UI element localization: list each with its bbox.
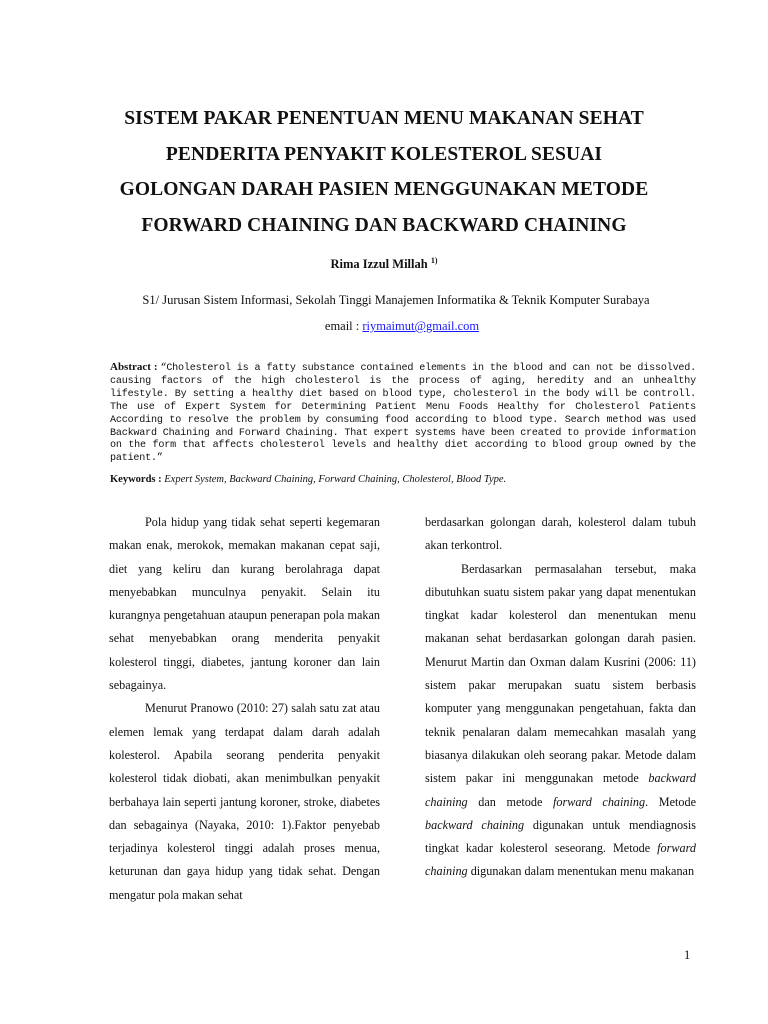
abstract-label: Abstract [110, 361, 151, 373]
abstract [110, 361, 696, 466]
abstract-separator: : [150, 361, 161, 373]
email-line [0, 319, 768, 334]
affiliation: S1/ Jurusan Sistem Informasi, Sekolah Tinggi Manajemen Informatika & Teknik Komputer Surabaya [142, 293, 650, 307]
title-line: GOLONGAN DARAH PASIEN MENGGUNAKAN METODE [119, 179, 649, 200]
keywords [110, 474, 696, 485]
paragraph [425, 558, 696, 884]
paragraph-text: digunakan dalam menentukan menu makanan [467, 864, 695, 879]
paragraph-text: . Metode [645, 794, 696, 809]
italic-term: forward chaining [425, 841, 696, 879]
paragraph-text: Berdasarkan permasalahan tersebut, maka dibutuhkan suatu sistem pakar yang dapat menentukan tingkat kadar kolesterol dan menentukan menu makanan sehat berdasarkan golongan darah pasien. Menurut Martin dan Oxman dalam Kusrini (2006: 11) sistem pakar merupakan suatu sistem berbasis komputer yang menggunakan pengetahuan, fakta dan teknik penalaran dalam memecahkan masalah yang biasanya dilakukan oleh seorang pakar. Metode dalam sistem pakar ini menggunakan metode [425, 561, 696, 786]
italic-term: forward chaining [552, 794, 646, 809]
paragraph: Menurut Pranowo (2010: 27) salah satu zat atau elemen lemak yang terdapat dalam darah adalah kolesterol. Apabila seorang penderita penyakit kolesterol tidak diobati, akan menimbulkan penyakit berbahaya lain seperti jantung koroner, stroke, diabetes dan sebagainya (Nayaka, 2010: 1).Faktor penyebab terjadinya kolesterol tinggi adalah proses menua, keturunan dan gaya hidup yang tidak sehat. Dengan mengatur pola makan sehat [109, 701, 380, 902]
paper-title [60, 101, 708, 243]
paragraph-text: dan metode [467, 794, 553, 809]
email-link[interactable]: riymaimut@gmail.com [362, 319, 480, 333]
body-column-left [109, 511, 380, 907]
page-number: 1 [684, 948, 691, 962]
keywords-label: Keywords : [110, 474, 162, 485]
title-line: SISTEM PAKAR PENENTUAN MENU MAKANAN SEHAT [124, 108, 644, 129]
paragraph: berdasarkan golongan darah, kolesterol dalam tubuh akan terkontrol. [425, 515, 696, 553]
italic-term: backward chaining [425, 771, 696, 809]
author-line [0, 256, 768, 272]
title-line: PENDERITA PENYAKIT KOLESTEROL SESUAI [165, 143, 603, 165]
paragraph-text: digunakan untuk mendiagnosis tingkat kadar kolesterol seseorang. Metode [425, 817, 696, 856]
body-column-right [425, 511, 696, 884]
email-label: email : [324, 319, 363, 333]
italic-term: backward chaining [425, 817, 525, 832]
author-affil-marker: 1) [430, 256, 438, 265]
title-line: FORWARD CHAINING DAN BACKWARD CHAINING [141, 214, 627, 236]
paragraph: Pola hidup yang tidak sehat seperti kegemaran makan enak, merokok, memakan makanan cepat saji, diet yang keliru dan kurang berolahraga dapat menyebabkan munculnya penyakit. Selain itu kurangnya pengetahuan ataupun penerapan pola makan sehat menyebabkan orang menderita penyakit kolesterol tinggi, diabetes, jantung koroner dan lain sebagainya. [109, 515, 380, 693]
author-name: Rima Izzul Millah [330, 257, 428, 272]
keywords-text: Expert System, Backward Chaining, Forward Chaining, Cholesterol, Blood Type. [164, 474, 507, 485]
abstract-text: “Cholesterol is a fatty substance contained elements in the blood and can not be dissolved. causing factors of the high cholesterol is the process of aging, heredity and an unhealthy lifestyle. By setting a healthy diet based on blood type, cholesterol in the body will be controll. The use of Expert System for Determining Patient Menu Foods Healthy for Cholesterol Patients According to resolve the problem by consuming food according to blood type. Search method was used Backward Chaining and Forward Chaining. That expert systems have been created to provide information on the form that affects cholesterol levels and healthy diet according to blood group owned by the patient.” [110, 363, 696, 465]
